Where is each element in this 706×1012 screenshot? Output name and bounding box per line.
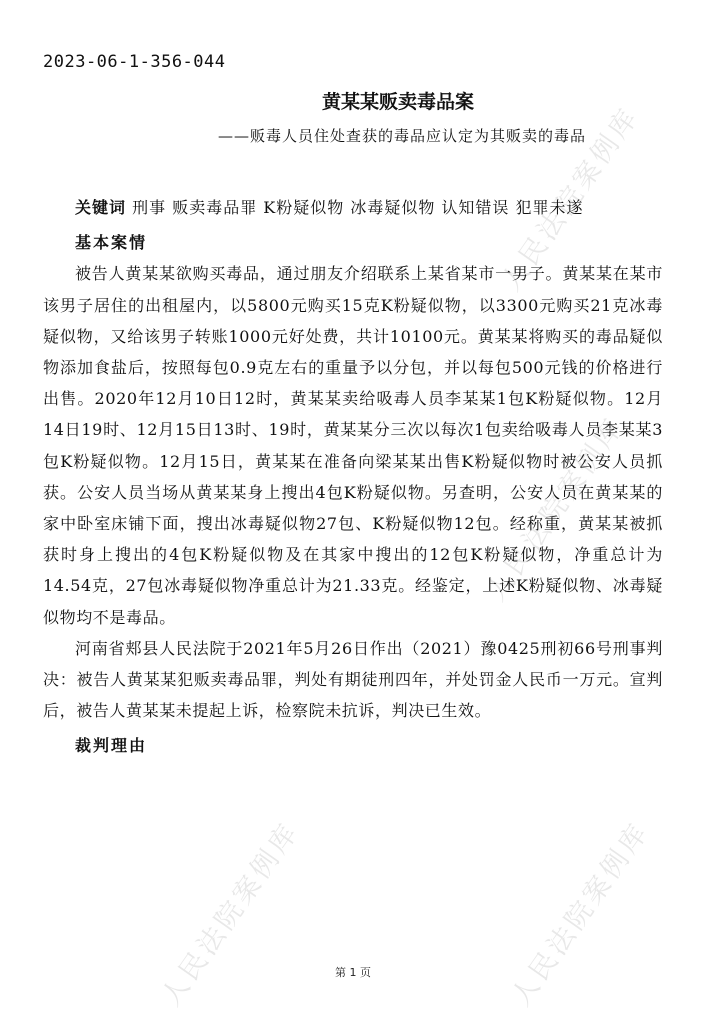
paragraph-facts: 被告人黄某某欲购买毒品，通过朋友介绍联系上某省某市一男子。黄某某在某市该男子居住的出租屋内，以5800元购买15克K粉疑似物，以3300元购买21克冰毒疑似物，又给该男子转账1000元好处费，共计10100元。黄某某将购买的毒品疑似物添加食盐后，按照每包0.9克左右的重量予以分包，并以每包500元钱的价格进行出售。2020年12月10日12时，黄某某卖给吸毒人员李某某1包K粉疑似物。12月14日19时、12月15日13时、19时，黄某某分三次以每次1包卖给吸毒人员李某某3包K粉疑似物。12月15日，黄某某在准备向梁某某出售K粉疑似物时被公安人员抓获。公安人员当场从黄某某身上搜出4包K粉疑似物。另查明，公安人员在黄某某的家中卧室床铺下面，搜出冰毒疑似物27包、K粉疑似物12包。经称重，黄某某被抓获时身上搜出的4包K粉疑似物及在其家中搜出的12包K粉疑似物，净重总计为14.54克，27包冰毒疑似物净重总计为21.33克。经鉴定，上述K粉疑似物、冰毒疑似物均不是毒品。: [43, 264, 663, 627]
section-heading-basic-facts: 基本案情: [75, 233, 148, 253]
page-number: 第 1 页: [335, 966, 371, 979]
document-id: 2023-06-1-356-044: [43, 52, 226, 72]
watermark: 人民法院案例库: [480, 411, 631, 607]
document-body: [43, 192, 663, 762]
keywords-list: 刑事 贩卖毒品罪 K粉疑似物 冰毒疑似物 认知错误 犯罪未遂: [126, 198, 584, 217]
watermark: 人民法院案例库: [495, 101, 646, 297]
paragraph-judgment: 河南省郏县人民法院于2021年5月26日作出（2021）豫0425刑初66号刑事判决：被告人黄某某犯贩卖毒品罪，判处有期徒刑四年，并处罚金人民币一万元。宣判后，被告人黄某某未提起上诉，检察院未抗诉，判决已生效。: [43, 638, 663, 721]
case-subtitle: ——贩毒人员住处查获的毒品应认定为其贩卖的毒品: [217, 127, 586, 145]
keywords-label: 关键词: [75, 198, 127, 217]
case-title: 黄某某贩卖毒品案: [321, 91, 474, 113]
section-heading-reasoning: 裁判理由: [75, 736, 148, 756]
watermark: 人民法院案例库: [505, 816, 656, 1012]
watermark: 人民法院案例库: [155, 816, 306, 1012]
keywords-line: [43, 192, 663, 223]
